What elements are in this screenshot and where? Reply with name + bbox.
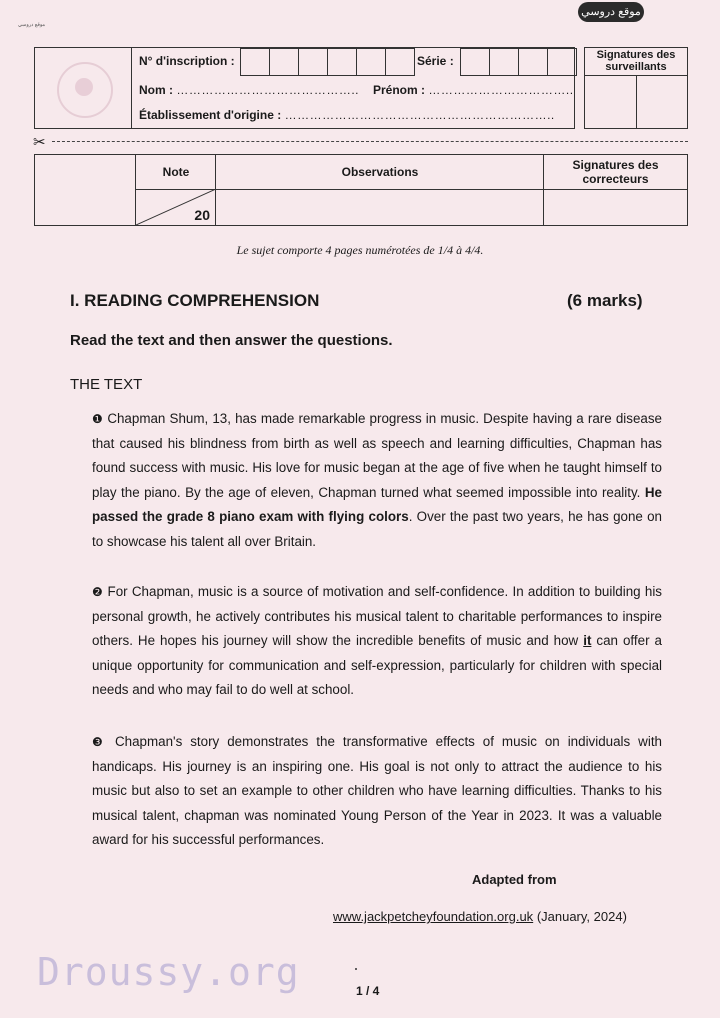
school-logo-icon: [57, 62, 113, 118]
note-total: 20: [194, 207, 210, 223]
prenom-label: Prénom :: [373, 83, 426, 97]
note-header: Note: [136, 155, 216, 190]
inscription-cells[interactable]: [240, 48, 415, 76]
page-dot: [355, 968, 357, 970]
section-title: I. READING COMPREHENSION: [70, 291, 320, 310]
serie-cells[interactable]: [460, 48, 577, 76]
grading-table: [34, 154, 688, 226]
adapted-from: Adapted from: [472, 872, 557, 887]
prenom-field[interactable]: ……………………………..: [428, 83, 574, 97]
signature-divider: [636, 75, 637, 128]
paragraph-number-2: ❷: [92, 585, 104, 599]
droussy-watermark: Droussy.org: [37, 950, 300, 994]
paragraph-1-bold: He passed the grade 8 piano exam with flying colors: [92, 484, 662, 525]
subject-pages-note: Le sujet comporte 4 pages numérotées de 1/4 à 4/4.: [236, 243, 484, 257]
paragraph-1-text-a: Chapman Shum, 13, has made remarkable progress in music. Despite having a rare disease that caused his blindness from birth as well as speech and learning difficulties, Chapman has found success with music. His love for music began at the age of five when he taught himself to play the piano. By the age of eleven, Chapman turned what seemed impossible into reality.: [92, 411, 662, 500]
candidate-info-box: [130, 47, 575, 129]
observations-header: Observations: [216, 155, 544, 190]
source-line: [333, 909, 627, 924]
nom-row[interactable]: [139, 83, 359, 97]
etablissement-field[interactable]: ………………………………………………………..: [284, 108, 555, 122]
tiny-site-label: موقع دروسي: [18, 22, 46, 28]
inscription-label: N° d'inscription :: [139, 54, 235, 68]
page-number: 1 / 4: [356, 984, 380, 998]
paragraph-2: [92, 580, 662, 703]
paragraph-number-1: ❶: [92, 412, 104, 426]
source-date: (January, 2024): [536, 909, 627, 924]
paragraph-1: [92, 407, 662, 555]
correcteurs-header: Signatures des correcteurs: [544, 155, 687, 190]
instruction: Read the text and then answer the questions.: [70, 332, 393, 349]
paragraph-2-text-a: For Chapman, music is a source of motivation and self-confidence. In addition to building his personal growth, he actively contributes his musical talent to charitable performances to inspire others. He hopes his journey will show the incredible benefits of music and how: [92, 584, 662, 649]
etablissement-label: Établissement d'origine :: [139, 108, 282, 122]
prenom-row[interactable]: [373, 83, 574, 97]
observations-column[interactable]: [215, 155, 544, 225]
paragraph-2-text-b: can offer a unique opportunity for communication and self-expression, particularly for children with special needs and who may fail to do well at school.: [92, 633, 662, 698]
paragraph-3-text: Chapman's story demonstrates the transformative effects of music on individuals with handicaps. His journey is an inspiring one. His goal is not only to attract the audience to his music but also to set an example to other children who have learning difficulties. Thanks to his musical talent, chapman was nominated Young Person of the Year in 2023. It was a valuable award for his successful performances.: [92, 734, 662, 848]
scissors-icon: ✂: [33, 134, 46, 151]
paragraph-2-underlined-it: it: [583, 633, 592, 649]
note-column[interactable]: [135, 155, 216, 225]
paragraph-3: [92, 730, 662, 853]
etablissement-row[interactable]: [139, 108, 555, 122]
correcteurs-column[interactable]: [543, 155, 687, 225]
serie-label: Série :: [417, 54, 454, 68]
surveillants-signature-box[interactable]: [584, 47, 688, 129]
paragraph-number-3: ❸: [92, 735, 107, 749]
nom-label: Nom :: [139, 83, 173, 97]
text-heading: THE TEXT: [70, 376, 143, 393]
site-badge: موقع دروسي: [578, 2, 644, 22]
section-marks: (6 marks): [567, 291, 643, 310]
cut-line: [52, 141, 688, 142]
surveillants-signature-title: Signatures des surveillants: [585, 48, 687, 76]
paragraph-1-text-b: . Over the past two years, he has gone on to showcase his talent all over Britain.: [92, 509, 663, 549]
logo-box: [34, 47, 132, 129]
source-link[interactable]: www.jackpetcheyfoundation.org.uk: [333, 909, 534, 924]
nom-field[interactable]: ……………………………………..: [176, 83, 360, 97]
